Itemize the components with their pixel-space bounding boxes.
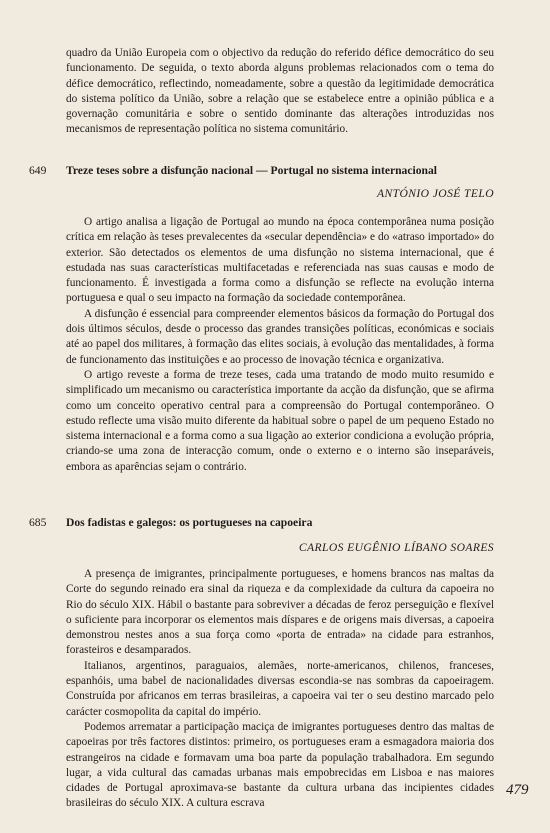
entry-abstract xyxy=(66,567,494,812)
continuation-block xyxy=(66,46,494,138)
abstract-paragraph: O artigo reveste a forma de treze teses, cada uma tratando de modo muito resumido e simplificado um mecanismo ou característica importante da acção da disfunção, que se afirma como um conceito operativo central para a compreensão do Portugal contemporâneo. O estudo reflecte uma visão muito diferente da habitual sobre o papel de um pequeno Estado no sistema internacional e a forma como a sua ligação ao exterior condiciona a evolução própria, criando-se uma zona de interacção comum, onde o externo e o interno são inseparáveis, embora as aparências sejam o contrário. xyxy=(66,368,494,473)
abstract-paragraph: A disfunção é essencial para compreender elementos básicos da formação do Portugal dos dois últimos séculos, desde o processo das grandes transições políticas, económicas e sociais até ao papel dos militares, à formação das elites sociais, à evolução das mentalidades, à forma de funcionamento das instituições e ao processo de inovação técnica e organizativa. xyxy=(66,307,494,366)
entry-abstract xyxy=(66,215,494,475)
entry-title: Dos fadistas e galegos: os portugueses na capoeira xyxy=(66,516,313,529)
entry-author: CARLOS EUGÊNIO LÍBANO SOARES xyxy=(298,541,494,554)
abstract-paragraph: Italianos, argentinos, paraguaios, alemães, norte-americanos, chilenos, franceses, espanhóis, uma babel de nacionalidades diversas escondia-se nas sombras da capoeiragem. Construída por africanos em terras brasileiras, a capoeira vai ter o seu destino marcado pelo carácter cosmopolita da capital do império. xyxy=(66,659,494,718)
entry-number: 685 xyxy=(29,516,47,529)
entry-number: 649 xyxy=(29,164,47,177)
page-number: 479 xyxy=(506,782,529,798)
entry-title: Treze teses sobre a disfunção nacional — Portugal no sistema internacional xyxy=(66,164,437,177)
entry-author: ANTÓNIO JOSÉ TELO xyxy=(377,187,494,200)
abstract-paragraph: A presença de imigrantes, principalmente portugueses, e homens brancos nas maltas da Corte do segundo reinado era sinal da riqueza e da complexidade da cultura da capoeira no Rio do século XIX. Hábil o bastante para sobreviver a décadas de feroz perseguição e flexível o suficiente para incorporar os elementos mais díspares e de origens mais diversas, a capoeira demonstrou nestes anos a sua força como «porta de entrada» na cidade para estranhos, forasteiros e desamparados. xyxy=(66,568,494,657)
abstract-paragraph: Podemos arrematar a participação maciça de imigrantes portugueses dentro das maltas de capoeiras por três factores distintos: primeiro, os portugueses eram a esmagadora maioria dos estrangeiros na cidade e formavam uma boa parte da população trabalhadora. Em segundo lugar, a vida cultural das camadas urbanas mais empobrecidas em Lisboa e nas maiores cidades de Portugal aproximava-se bastante da cultura urbana das incipientes cidades brasileiras do século XIX. A cultura escrava xyxy=(66,720,494,810)
continuation-paragraph: quadro da União Europeia com o objectivo da redução do referido défice democrático do seu funcionamento. De seguida, o texto aborda alguns problemas relacionados com o tema do défice democrático, reflectindo, nomeadamente, sobre a questão da legitimidade democrática do sistema político da União, sobre a relação que se estabelece entre a opinião pública e a governação comunitária e sobre o sentido dominante das alterações introduzidas nos mecanismos de representação política no sistema comunitário. xyxy=(66,47,494,136)
abstract-paragraph: O artigo analisa a ligação de Portugal ao mundo na época contemporânea numa posição crítica em relação às teses prevalecentes da «secular dependência» e do «atraso importado» do exterior. São detectados os elementos de uma disfunção no sistema internacional, que é estudada nas suas características multifacetadas e referenciada nas suas causas e modo de funcionamento. É investigada a forma como a disfunção se reflecte na evolução interna portuguesa e qual o seu impacto na formação da sociedade contemporânea. xyxy=(66,216,494,305)
